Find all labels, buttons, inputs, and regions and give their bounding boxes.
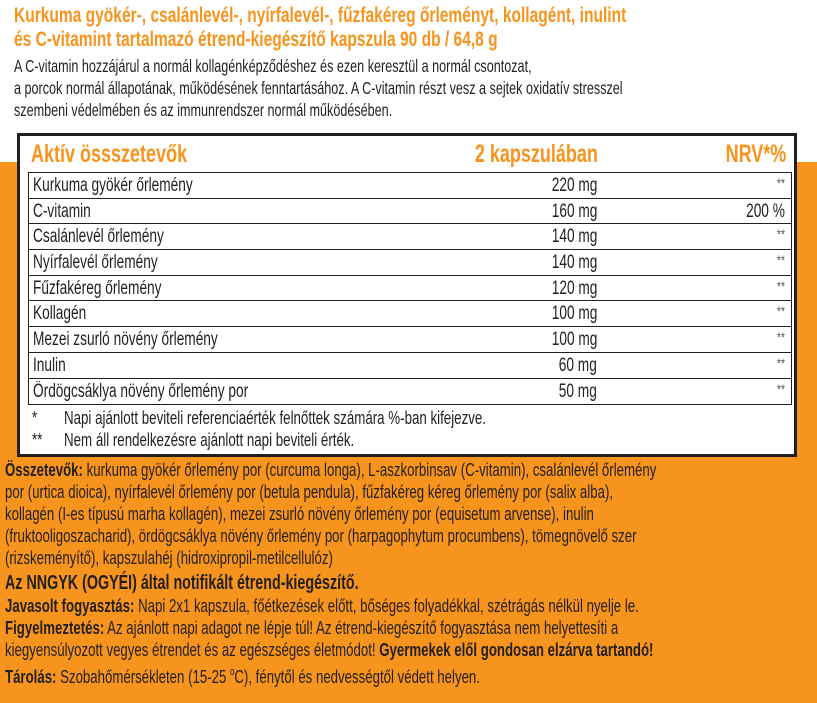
ingredients-line: kollagén (I-es típusú marha kollagén), mezei zsurló növény őrlemény por (equisetum arvense), inulin xyxy=(5,503,594,524)
ingredient-nrv: ** xyxy=(777,329,785,346)
warning-text: Az ajánlott napi adagot ne lépje túl! Az étrend-kiegészítő fogyasztása nem helyettesíti a xyxy=(104,617,619,638)
header-ingredient: Aktív össszetevők xyxy=(31,140,188,168)
ingredient-nrv: ** xyxy=(777,380,785,397)
ingredient-amount: 120 mg xyxy=(551,277,597,299)
storage-label: Tárolás: xyxy=(5,666,57,687)
health-claim-line-1: A C-vitamin hozzájárul a normál kollagénképződéshez és ezen keresztül a normál csontozat, xyxy=(14,56,532,76)
product-title xyxy=(14,4,626,52)
health-claim-line-3: szembeni védelmében és az immunrendszer normál működésében. xyxy=(14,100,393,120)
warning-text: kiegyensúlyozott vegyes étrendet és az egészséges életmódot! xyxy=(5,639,380,660)
ingredients-line xyxy=(5,459,792,481)
ingredient-nrv: ** xyxy=(777,303,785,320)
table-row xyxy=(29,250,791,276)
active-ingredients-box xyxy=(17,133,797,457)
product-details xyxy=(5,459,792,688)
ingredient-amount: 100 mg xyxy=(551,303,597,325)
product-title-line-2: és C-vitamint tartalmazó étrend-kiegészítő kapszula 90 db / 64,8 g xyxy=(14,28,498,51)
table-row xyxy=(29,224,791,250)
ingredient-name: Nyírfalevél őrlemény xyxy=(33,252,158,274)
ingredients-text: kurkuma gyökér őrlemény por (curcuma longa), L-aszkorbinsav (C-vitamin), csalánlevél őrlemény xyxy=(82,459,657,480)
ingredient-nrv: ** xyxy=(777,175,785,191)
ingredient-name: Fűzfakéreg őrlemény xyxy=(33,277,162,299)
ingredient-amount: 140 mg xyxy=(551,226,597,248)
ingredient-name: Inulin xyxy=(33,354,66,376)
ingredients-line: (fruktooligoszacharid), ördögcsáklya növény őrlemény por (harpagophytum procumbens), tömegnövelő szer xyxy=(5,525,637,546)
warning-line xyxy=(5,617,792,639)
ingredient-amount: 100 mg xyxy=(551,329,597,351)
notification-statement: Az NNGYK (OGYÉI) által notifikált étrend-kiegészítő. xyxy=(5,572,359,594)
ingredient-amount: 160 mg xyxy=(551,200,597,222)
ingredient-nrv: ** xyxy=(777,226,785,243)
health-claim-text xyxy=(14,55,623,121)
product-title-line-1: Kurkuma gyökér-, csalánlevél-, nyírfalevél-, fűzfakéreg őrleményt, kollagént, inulint xyxy=(14,4,627,27)
table-row xyxy=(29,173,791,199)
table-row xyxy=(29,276,791,302)
ingredient-amount: 50 mg xyxy=(558,380,597,402)
degree-symbol: o xyxy=(229,666,235,678)
usage-text: Napi 2x1 kapszula, főétkezések előtt, bőséges folyadékkal, szétrágás nélkül nyelje le. xyxy=(134,595,639,616)
ingredient-name: Kurkuma gyökér őrlemény xyxy=(33,175,193,196)
footnote xyxy=(30,407,790,429)
table-row xyxy=(29,379,791,405)
header-amount: 2 kapszulában xyxy=(474,140,598,168)
ingredient-amount: 220 mg xyxy=(551,175,597,196)
ingredient-nrv: ** xyxy=(777,252,785,269)
ingredients-table xyxy=(28,172,792,405)
ingredient-name: C-vitamin xyxy=(33,200,91,222)
footnote-symbol: ** xyxy=(32,429,43,450)
ingredient-amount: 60 mg xyxy=(558,354,597,376)
ingredient-name: Ördögcsáklya növény őrlemény por xyxy=(33,380,249,402)
ingredients-line: por (urtica dioica), nyírfalevél őrlemény por (betula pendula), fűzfakéreg kéreg őrlemény por (salix alba), xyxy=(5,481,614,502)
footnote xyxy=(30,429,790,451)
warning-bold: Gyermekek elől gondosan elzárva tartandó! xyxy=(379,639,654,660)
table-row xyxy=(29,301,791,327)
header-nrv: NRV*% xyxy=(725,140,786,168)
ingredient-name: Kollagén xyxy=(33,303,87,325)
storage-text: Szobahőmérsékleten (15-25 xyxy=(56,666,230,687)
health-claim-line-2: a porcok normál állapotának, működésének fenntartásához. A C-vitamin részt vesz a sejtek oxidatív stresszel xyxy=(14,78,623,98)
ingredient-nrv: ** xyxy=(777,277,785,294)
warning-label: Figyelmeztetés: xyxy=(5,617,105,638)
storage-line xyxy=(5,661,792,688)
footnote-text: Napi ajánlott beviteli referenciaérték felnőttek számára %-ban kifejezve. xyxy=(64,407,487,428)
ingredient-nrv: 200 % xyxy=(746,200,785,222)
table-header xyxy=(20,136,794,172)
storage-text-post: C), fénytől és nedvességtől védett helyen. xyxy=(234,666,480,687)
footnote-symbol: * xyxy=(32,407,38,428)
ingredient-name: Mezei zsurló növény őrlemény xyxy=(33,329,218,351)
table-row xyxy=(29,327,791,353)
ingredients-label: Összetevők: xyxy=(5,459,83,480)
usage-line xyxy=(5,595,792,617)
ingredient-name: Csalánlevél őrlemény xyxy=(33,226,164,248)
ingredients-line: (rizskeményítő), kapszulahéj (hidroxipropil-metilcellulóz) xyxy=(5,547,333,568)
warning-line xyxy=(5,639,792,661)
table-row xyxy=(29,353,791,379)
ingredient-amount: 140 mg xyxy=(551,252,597,274)
ingredient-nrv: ** xyxy=(777,354,785,371)
table-footnotes xyxy=(30,407,790,451)
footnote-text: Nem áll rendelkezésre ajánlott napi beviteli érték. xyxy=(64,429,355,450)
table-row xyxy=(29,199,791,225)
usage-label: Javasolt fogyasztás: xyxy=(5,595,135,616)
